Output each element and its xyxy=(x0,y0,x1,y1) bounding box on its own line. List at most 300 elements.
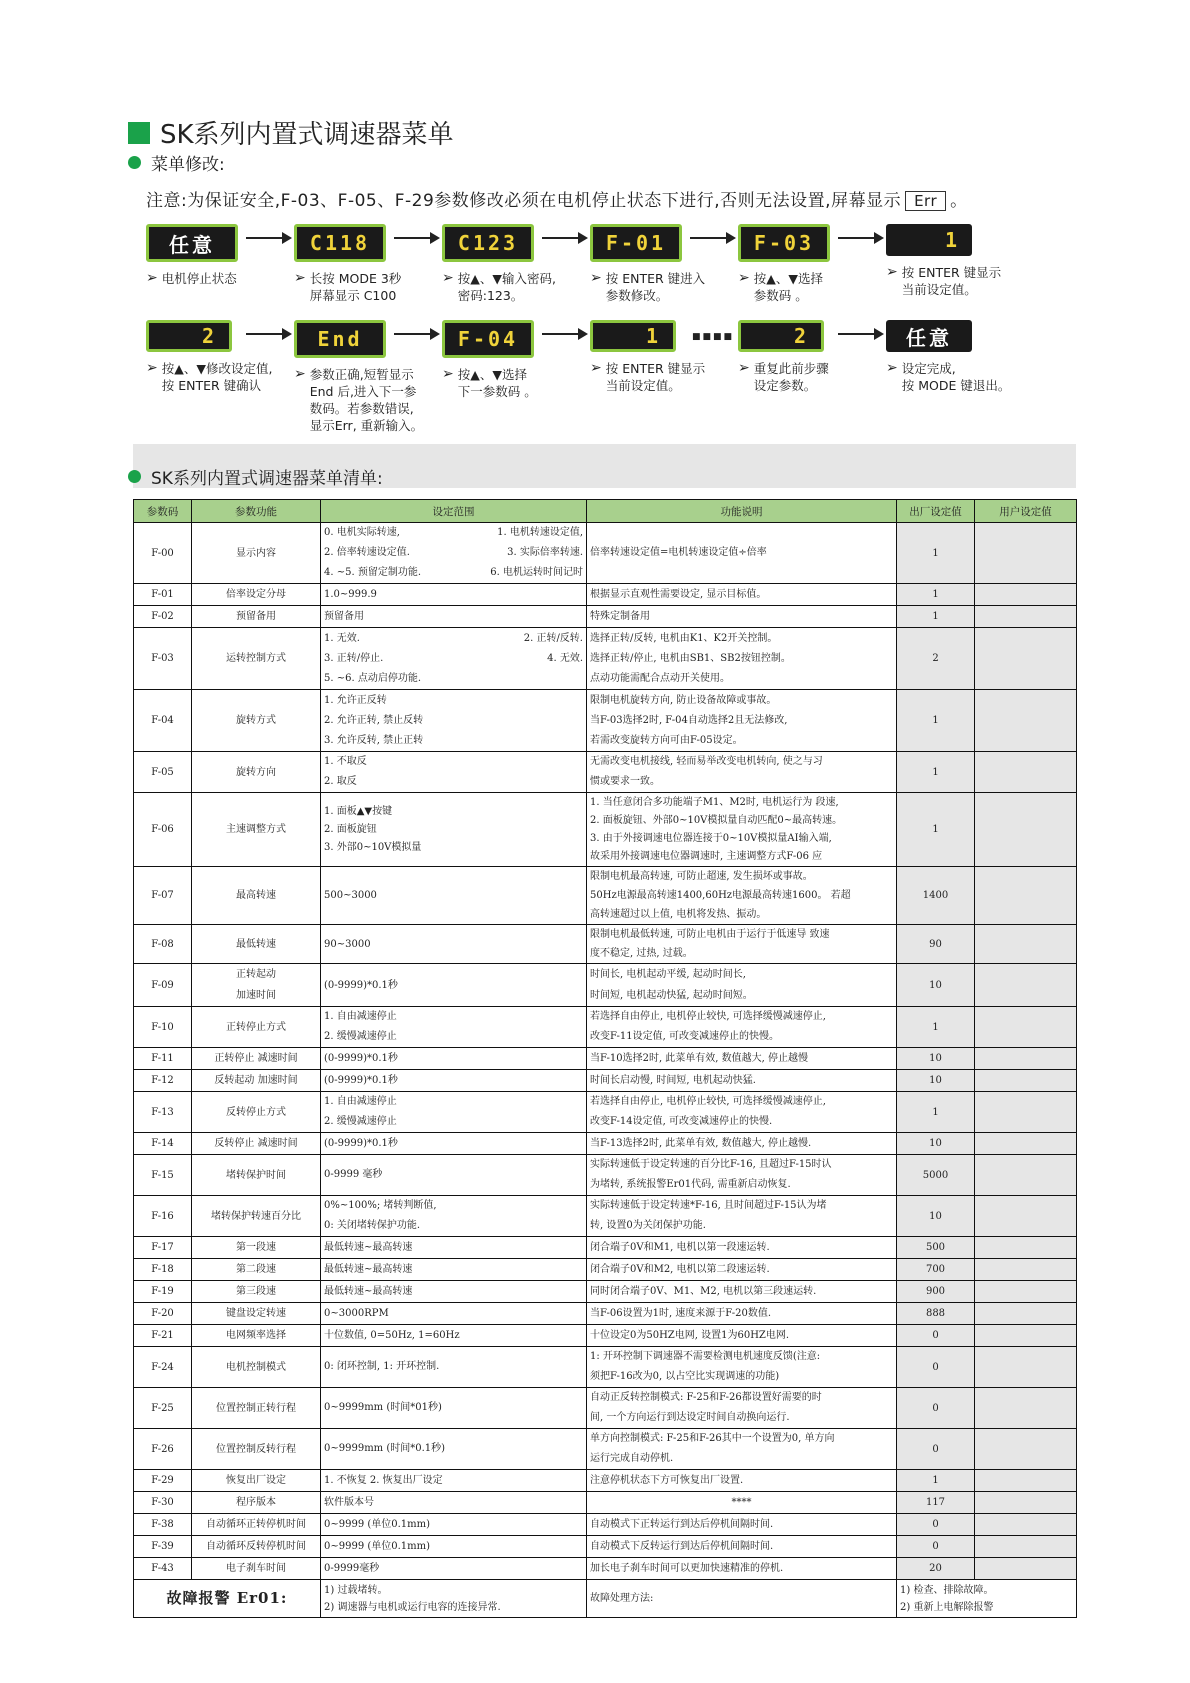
range-line: (0-9999)*0.1秒 xyxy=(324,979,398,991)
function-description xyxy=(587,1070,897,1092)
setting-range xyxy=(321,1558,587,1580)
param-function xyxy=(192,1259,321,1281)
user-value xyxy=(975,925,1077,964)
user-value xyxy=(975,1048,1077,1070)
lcd-display: 任意 xyxy=(886,320,972,352)
function-description xyxy=(587,1048,897,1070)
lcd-display: F-01 xyxy=(590,224,682,262)
factory-default: 1 xyxy=(897,752,975,793)
step-caption-text: 按▲、▼修改设定值, 按 ENTER 键确认 xyxy=(161,361,273,393)
flow-row-2 xyxy=(146,320,1076,433)
desc-line: 倍率转速设定值=电机转速设定值÷倍率 xyxy=(590,547,767,558)
desc-line: 当F-06设置为1时, 速度来源于F-20数值. xyxy=(590,1307,772,1319)
desc-line: 间, 一个方向运行到达设定时间自动换向运行. xyxy=(590,1412,790,1423)
user-value xyxy=(975,690,1077,752)
function-description xyxy=(587,1092,897,1133)
factory-default: 0 xyxy=(897,1347,975,1388)
desc-line: 3. 由于外接调速电位器连接于0~10V模拟量AI输入端, xyxy=(590,832,832,844)
range-line: 软件版本号 xyxy=(324,1496,374,1508)
function-description xyxy=(587,606,897,628)
lcd-display: F-03 xyxy=(738,224,830,262)
factory-default: 1 xyxy=(897,1007,975,1048)
desc-line: 50Hz电源最高转速1400,60Hz电源最高转速1600。 若超 xyxy=(590,890,851,901)
setting-range xyxy=(321,1388,587,1429)
function-line: 正转停止方式 xyxy=(226,1021,286,1033)
arrow-icon xyxy=(838,333,882,335)
step-marker-icon: ➢ xyxy=(886,264,898,280)
arrow-icon xyxy=(394,333,438,335)
param-code: F-02 xyxy=(134,606,192,628)
range-line xyxy=(324,629,583,649)
function-line: 显示内容 xyxy=(236,547,276,559)
step-caption-text: 设定完成, 按 MODE 键退出。 xyxy=(901,361,1011,393)
step-caption-text: 按▲、▼选择 参数码 。 xyxy=(753,271,823,303)
arrow-icon xyxy=(690,237,734,239)
table-row xyxy=(134,1470,1077,1492)
table-header-row xyxy=(134,500,1077,523)
step-caption xyxy=(590,360,740,394)
desc-line: 须把F-16改为0, 以占空比实现调速的功能) xyxy=(590,1371,780,1382)
desc-line: 1. 当任意闭合多功能端子M1、M2时, 电机运行为 段速, xyxy=(590,796,839,808)
step-marker-icon: ➢ xyxy=(738,270,750,286)
range-line: 2. 缓慢减速停止 xyxy=(324,1031,397,1042)
desc-line: 惯或要求一致。 xyxy=(590,776,660,787)
range-line xyxy=(324,543,583,563)
param-code: F-29 xyxy=(134,1470,192,1492)
function-description xyxy=(587,752,897,793)
table-row xyxy=(134,690,1077,752)
function-line: 反转起动 加速时间 xyxy=(214,1075,298,1086)
lcd-display: 2 xyxy=(738,320,824,352)
user-value xyxy=(975,1155,1077,1196)
param-function xyxy=(192,1196,321,1237)
function-description xyxy=(587,964,897,1007)
range-line xyxy=(324,523,583,543)
param-code: F-06 xyxy=(134,793,192,867)
factory-default: 1 xyxy=(897,606,975,628)
step-marker-icon: ➢ xyxy=(294,270,306,286)
table-row xyxy=(134,606,1077,628)
range-line: 0%~100%; 堵转判断值, xyxy=(324,1200,437,1211)
param-code: F-07 xyxy=(134,867,192,925)
param-code: F-16 xyxy=(134,1196,192,1237)
setting-range xyxy=(321,793,587,867)
setting-range xyxy=(321,1429,587,1470)
step-caption xyxy=(590,270,740,304)
desc-line: 时间短, 电机起动快猛, 起动时间短。 xyxy=(590,990,753,1001)
range-line: 0~9999 (单位0.1mm) xyxy=(324,1518,431,1530)
param-code: F-11 xyxy=(134,1048,192,1070)
param-function xyxy=(192,752,321,793)
desc-line: 限制电机最高转速, 可防止超速, 发生损坏或事故。 xyxy=(590,871,813,882)
fault-remedy-line: 2) 重新上电解除报警 xyxy=(900,1601,994,1613)
range-line: 最低转速~最高转速 xyxy=(324,1263,413,1275)
setting-range xyxy=(321,1133,587,1155)
flow-step xyxy=(294,224,444,304)
factory-default: 117 xyxy=(897,1492,975,1514)
param-function xyxy=(192,1133,321,1155)
function-description xyxy=(587,1325,897,1347)
desc-line: 选择正转/停止, 电机由SB1、SB2按钮控制。 xyxy=(590,652,791,664)
range-line: 1. 允许正反转 xyxy=(324,694,387,706)
step-caption xyxy=(294,270,444,304)
table-row xyxy=(134,925,1077,964)
range-line: 2. 缓慢减速停止 xyxy=(324,1116,397,1127)
lcd-display: 1 xyxy=(886,224,972,256)
param-function xyxy=(192,1558,321,1580)
function-line: 正转起动 xyxy=(236,969,276,980)
desc-line: 实际转速低于设定转速的百分比F-16, 且超过F-15时认 xyxy=(590,1159,832,1170)
range-line: 2. 面板旋钮 xyxy=(324,823,377,835)
param-code: F-19 xyxy=(134,1281,192,1303)
lcd-display: 任意 xyxy=(146,224,238,262)
flow-step xyxy=(294,320,444,434)
function-description xyxy=(587,584,897,606)
user-value xyxy=(975,1325,1077,1347)
desc-line: 实际转速低于设定转速*F-16, 且时间超过F-15认为堵 xyxy=(590,1200,827,1211)
function-description xyxy=(587,1347,897,1388)
setting-range xyxy=(321,1092,587,1133)
param-code: F-43 xyxy=(134,1558,192,1580)
setting-range xyxy=(321,1492,587,1514)
step-caption xyxy=(738,360,888,394)
range-line: (0-9999)*0.1秒 xyxy=(324,1137,398,1149)
notice-text: 注意:为保证安全,F-03、F-05、F-29参数修改必须在电机停止状态下进行,否则无法设置,屏幕显示 Err 。 xyxy=(146,191,968,211)
fault-row xyxy=(134,1580,1077,1618)
param-function xyxy=(192,584,321,606)
step-caption-text: 按 ENTER 键进入 参数修改。 xyxy=(605,271,706,303)
param-function xyxy=(192,1388,321,1429)
desc-line: 注意停机状态下方可恢复出厂设置. xyxy=(590,1474,744,1486)
table-row xyxy=(134,1196,1077,1237)
param-code: F-24 xyxy=(134,1347,192,1388)
function-description xyxy=(587,793,897,867)
range-line-part: 0. 电机实际转速, xyxy=(324,527,400,538)
factory-default: 700 xyxy=(897,1259,975,1281)
function-line: 最低转速 xyxy=(236,938,276,950)
list-heading: SK系列内置式调速器菜单清单: xyxy=(128,464,383,489)
setting-range xyxy=(321,1281,587,1303)
function-line: 堵转保护时间 xyxy=(226,1169,286,1181)
range-line: 预留备用 xyxy=(324,610,364,622)
fault-causes xyxy=(321,1580,587,1618)
desc-line: 闭合端子0V和M1, 电机以第一段速运转. xyxy=(590,1241,770,1253)
function-description xyxy=(587,1558,897,1580)
param-code: F-01 xyxy=(134,584,192,606)
step-marker-icon: ➢ xyxy=(146,270,158,286)
bullet-icon xyxy=(128,470,141,483)
step-marker-icon: ➢ xyxy=(590,270,602,286)
function-line: 电子刹车时间 xyxy=(226,1563,286,1574)
desc-line: 为堵转, 系统报警Er01代码, 需重新启动恢复. xyxy=(590,1179,791,1190)
param-code: F-00 xyxy=(134,523,192,584)
desc-line: 根据显示直观性需要设定, 显示目标值。 xyxy=(590,588,767,600)
param-code: F-20 xyxy=(134,1303,192,1325)
range-line: 0~9999mm (时间*01秒) xyxy=(324,1402,442,1413)
range-line xyxy=(324,649,583,669)
desc-line: 单方向控制模式: F-25和F-26其中一个设置为0, 单方向 xyxy=(590,1433,835,1444)
param-code: F-10 xyxy=(134,1007,192,1048)
factory-default: 1 xyxy=(897,793,975,867)
function-description xyxy=(587,1536,897,1558)
flow-step xyxy=(738,224,888,304)
function-description xyxy=(587,1281,897,1303)
param-function xyxy=(192,628,321,690)
desc-line: 若选择自由停止, 电机停止较快, 可选择缓慢减速停止, xyxy=(590,1011,826,1022)
desc-line: 2. 面板旋钮、外部0~10V模拟量自动匹配0~最高转速。 xyxy=(590,814,843,826)
table-row xyxy=(134,1388,1077,1429)
range-line: 1. 自由减速停止 xyxy=(324,1011,397,1022)
fault-method: 故障处理方法: xyxy=(587,1580,897,1618)
factory-default: 0 xyxy=(897,1536,975,1558)
function-description xyxy=(587,1303,897,1325)
factory-default: 500 xyxy=(897,1237,975,1259)
function-description xyxy=(587,1007,897,1048)
range-line: 0-9999毫秒 xyxy=(324,1562,380,1574)
setting-range xyxy=(321,1259,587,1281)
table-row xyxy=(134,1514,1077,1536)
range-line: 最低转速~最高转速 xyxy=(324,1241,413,1253)
user-value xyxy=(975,606,1077,628)
desc-line: 度不稳定, 过热, 过载。 xyxy=(590,948,693,959)
table-row xyxy=(134,1259,1077,1281)
param-function xyxy=(192,925,321,964)
range-line: 1. 不恢复 2. 恢复出厂设定 xyxy=(324,1474,443,1486)
desc-line: 无需改变电机接线, 轻而易举改变电机转向, 使之与习 xyxy=(590,756,823,767)
user-value xyxy=(975,1259,1077,1281)
setting-range xyxy=(321,584,587,606)
function-line: 旋转方式 xyxy=(236,715,276,726)
param-function xyxy=(192,523,321,584)
param-code: F-08 xyxy=(134,925,192,964)
factory-default: 900 xyxy=(897,1281,975,1303)
param-code: F-03 xyxy=(134,628,192,690)
user-value xyxy=(975,1303,1077,1325)
table-row xyxy=(134,584,1077,606)
range-line: 0: 闭环控制, 1: 开环控制. xyxy=(324,1361,440,1372)
desc-line: 点动功能需配合点动开关使用。 xyxy=(590,672,730,684)
arrow-icon xyxy=(394,237,438,239)
setting-range xyxy=(321,752,587,793)
factory-default: 1 xyxy=(897,584,975,606)
param-function xyxy=(192,1048,321,1070)
function-description xyxy=(587,1492,897,1514)
step-marker-icon: ➢ xyxy=(294,366,306,382)
range-line: 0~9999mm (时间*0.1秒) xyxy=(324,1443,446,1454)
param-code: F-26 xyxy=(134,1429,192,1470)
range-line: 2. 取反 xyxy=(324,776,357,787)
fault-remedy-line: 1) 检查、排除故障。 xyxy=(900,1584,994,1596)
table-row xyxy=(134,1133,1077,1155)
step-caption xyxy=(442,270,592,304)
user-value xyxy=(975,1558,1077,1580)
desc-line: 限制电机旋转方向, 防止设备故障或事故。 xyxy=(590,694,777,706)
function-line: 程序版本 xyxy=(236,1497,276,1508)
step-marker-icon: ➢ xyxy=(738,360,750,376)
column-header: 参数码 xyxy=(134,500,192,523)
lcd-display: C123 xyxy=(442,224,534,262)
function-line: 反转停止方式 xyxy=(226,1106,286,1118)
function-description xyxy=(587,1470,897,1492)
range-line-part: 1. 无效. xyxy=(324,632,360,644)
range-line-part: 4. ~5. 预留定制功能. xyxy=(324,567,421,578)
param-function xyxy=(192,964,321,1007)
step-caption xyxy=(886,264,1036,298)
range-line-part: 4. 无效. xyxy=(547,652,583,664)
user-value xyxy=(975,1237,1077,1259)
desc-line: 若选择自由停止, 电机停止较快, 可选择缓慢减速停止, xyxy=(590,1096,826,1107)
step-caption-text: 长按 MODE 3秒 屏幕显示 C100 xyxy=(309,271,402,303)
desc-line: 当F-10选择2时, 此菜单有效, 数值越大, 停止越慢 xyxy=(590,1052,809,1064)
desc-line: 十位设定0为50HZ电网, 设置1为60HZ电网. xyxy=(590,1329,790,1341)
setting-range xyxy=(321,867,587,925)
desc-line: 高转速超过以上值, 电机将发热、振动。 xyxy=(590,909,767,920)
factory-default: 1 xyxy=(897,523,975,584)
table-row xyxy=(134,1281,1077,1303)
param-function xyxy=(192,1281,321,1303)
setting-range xyxy=(321,964,587,1007)
title-square-icon xyxy=(128,122,150,144)
desc-line: 自动模式下反转运行到达后停机间隔时间. xyxy=(590,1540,774,1552)
user-value xyxy=(975,752,1077,793)
desc-line: 时间长启动慢, 时间短, 电机起动快猛. xyxy=(590,1074,756,1086)
arrow-icon xyxy=(838,237,882,239)
factory-default: 10 xyxy=(897,1196,975,1237)
user-value xyxy=(975,523,1077,584)
step-caption-text: 重复此前步骤 设定参数。 xyxy=(753,361,829,393)
step-marker-icon: ➢ xyxy=(590,360,602,376)
range-line: 0~3000RPM xyxy=(324,1307,389,1319)
range-line: 0: 关闭堵转保护功能. xyxy=(324,1220,421,1231)
factory-default: 10 xyxy=(897,1048,975,1070)
range-line: 500~3000 xyxy=(324,890,377,901)
function-description xyxy=(587,925,897,964)
step-caption-text: 参数正确,短暂显示 End 后,进入下一参 数码。若参数错误, 显示Err, 重新输入。 xyxy=(309,367,424,433)
desc-line: 时间长, 电机起动平缓, 起动时间长, xyxy=(590,969,746,980)
param-function xyxy=(192,1155,321,1196)
param-code: F-18 xyxy=(134,1259,192,1281)
fault-label: 故障报警 Er01: xyxy=(134,1580,321,1618)
user-value xyxy=(975,1196,1077,1237)
setting-range xyxy=(321,606,587,628)
param-code: F-30 xyxy=(134,1492,192,1514)
function-line: 键盘设定转速 xyxy=(226,1308,286,1319)
step-caption-text: 按▲、▼选择 下一参数码 。 xyxy=(457,367,537,399)
function-line: 堵转保护转速百分比 xyxy=(211,1210,301,1222)
setting-range xyxy=(321,1196,587,1237)
function-line: 主速调整方式 xyxy=(226,824,286,835)
user-value xyxy=(975,584,1077,606)
param-code: F-21 xyxy=(134,1325,192,1347)
param-function xyxy=(192,690,321,752)
table-row xyxy=(134,1492,1077,1514)
lcd-display: 1 xyxy=(590,320,676,352)
factory-default: 1 xyxy=(897,1092,975,1133)
table-row xyxy=(134,793,1077,867)
function-line: 自动循环反转停机时间 xyxy=(206,1541,306,1552)
desc-line: 改变F-11设定值, 可改变减速停止的快慢。 xyxy=(590,1031,779,1042)
setting-range xyxy=(321,1325,587,1347)
table-row xyxy=(134,1007,1077,1048)
param-code: F-05 xyxy=(134,752,192,793)
desc-line: 加长电子刹车时间可以更加快速精准的停机. xyxy=(590,1562,784,1574)
function-line: 电机控制模式 xyxy=(226,1361,286,1373)
lcd-display: C118 xyxy=(294,224,386,262)
desc-line: 故采用外接调速电位器调速时, 主速调整方式F-06 应 xyxy=(590,850,823,862)
fault-cause-line: 1) 过载堵转。 xyxy=(324,1584,388,1596)
lcd-display: End xyxy=(294,320,386,358)
user-value xyxy=(975,1388,1077,1429)
desc-line: 闭合端子0V和M2, 电机以第二段速运转. xyxy=(590,1263,770,1275)
column-header: 参数功能 xyxy=(192,500,321,523)
function-line: 第一段速 xyxy=(236,1242,276,1253)
user-value xyxy=(975,1092,1077,1133)
step-caption xyxy=(146,360,296,394)
desc-line: 同时闭合端子0V、M1、M2, 电机以第三段速运转. xyxy=(590,1285,817,1297)
flow-step xyxy=(146,224,296,287)
arrow-icon xyxy=(246,237,290,239)
param-function xyxy=(192,1429,321,1470)
user-value xyxy=(975,1281,1077,1303)
table-row xyxy=(134,523,1077,584)
factory-default: 0 xyxy=(897,1429,975,1470)
table-row xyxy=(134,1048,1077,1070)
function-description xyxy=(587,1388,897,1429)
function-line: 位置控制正转行程 xyxy=(216,1402,296,1414)
range-line: 0-9999 毫秒 xyxy=(324,1169,383,1180)
arrow-icon xyxy=(542,333,586,335)
range-line: 3. 允许反转, 禁止正转 xyxy=(324,734,424,746)
step-caption-text: 按 ENTER 键显示 当前设定值。 xyxy=(605,361,706,393)
setting-range xyxy=(321,1347,587,1388)
column-header: 用户设定值 xyxy=(975,500,1077,523)
table-row xyxy=(134,867,1077,925)
range-line-part: 3. 正转/停止. xyxy=(324,652,384,664)
factory-default: 1 xyxy=(897,690,975,752)
range-line: 3. 外部0~10V模拟量 xyxy=(324,841,422,853)
flow-row-1 xyxy=(146,224,1076,324)
factory-default: 0 xyxy=(897,1325,975,1347)
table-row xyxy=(134,1237,1077,1259)
factory-default: 888 xyxy=(897,1303,975,1325)
range-line-part: 3. 实际倍率转速. xyxy=(507,547,583,558)
desc-line: 选择正转/反转, 电机由K1、K2开关控制。 xyxy=(590,632,778,644)
setting-range xyxy=(321,1237,587,1259)
factory-default: 90 xyxy=(897,925,975,964)
param-function xyxy=(192,1492,321,1514)
menu-modify-heading: 菜单修改: xyxy=(128,150,225,175)
range-line xyxy=(324,563,583,583)
function-line: 加速时间 xyxy=(236,990,276,1001)
table-row xyxy=(134,1303,1077,1325)
param-function xyxy=(192,1514,321,1536)
range-line: 1. 不取反 xyxy=(324,756,367,767)
setting-range xyxy=(321,523,587,584)
flow-step xyxy=(886,224,1036,298)
desc-line: 限制电机最低转速, 可防止电机由于运行于低速导 致速 xyxy=(590,929,830,940)
factory-default: 0 xyxy=(897,1388,975,1429)
user-value xyxy=(975,1347,1077,1388)
user-value xyxy=(975,628,1077,690)
column-header: 出厂设定值 xyxy=(897,500,975,523)
factory-default: 10 xyxy=(897,1070,975,1092)
desc-line: 1: 开环控制下调速器不需要检测电机速度反馈(注意: xyxy=(590,1351,821,1362)
user-value xyxy=(975,1470,1077,1492)
flow-step xyxy=(738,320,888,394)
function-description xyxy=(587,1237,897,1259)
function-line: 预留备用 xyxy=(236,611,276,622)
param-code: F-13 xyxy=(134,1092,192,1133)
